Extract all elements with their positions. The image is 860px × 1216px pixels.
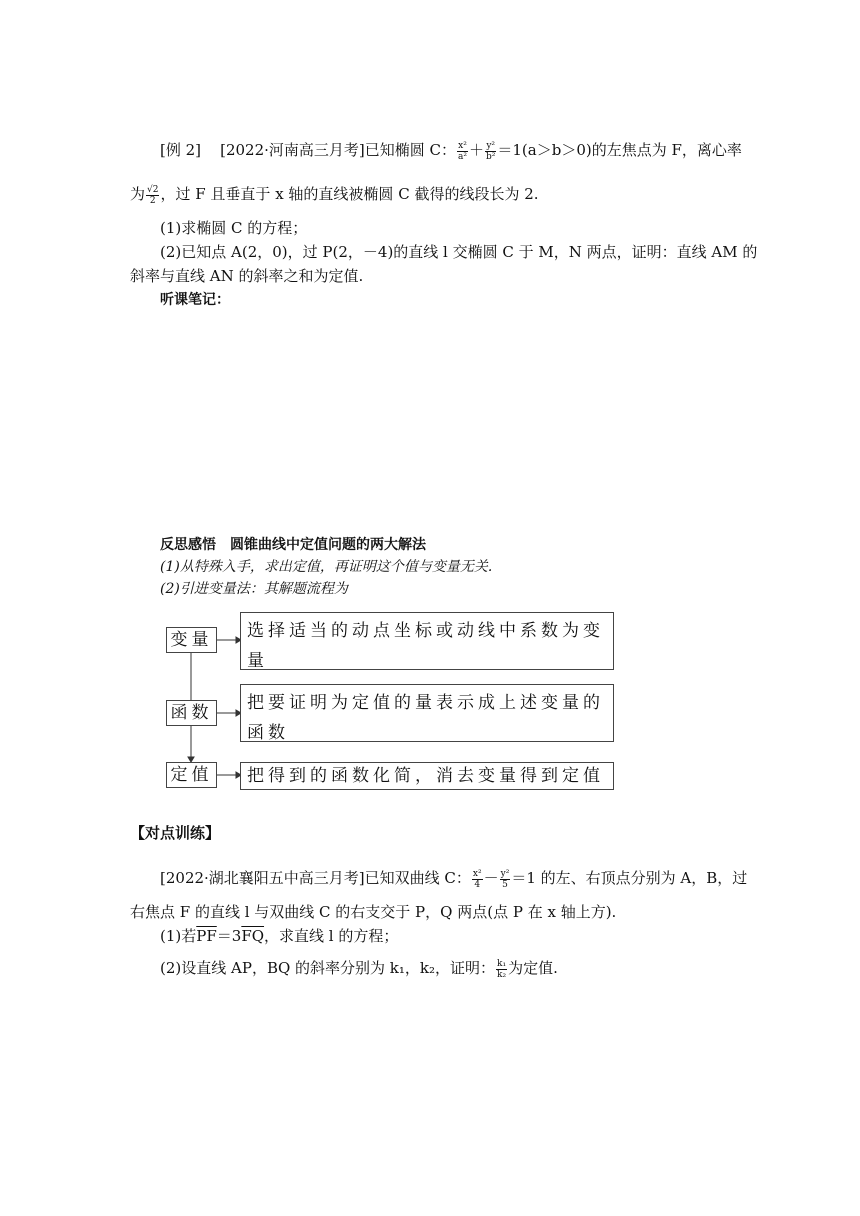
example-source: [2022·河南高三月考] bbox=[220, 141, 365, 159]
example-question-2-line-2: 斜率与直线 AN 的斜率之和为定值. bbox=[130, 267, 364, 285]
flowchart-step-function: 函数 bbox=[166, 700, 217, 726]
vector-fq: $\overline{FQ}$ bbox=[241, 927, 265, 945]
practice-line-2: 右焦点 F 的直线 l 与双曲线 C 的右支交于 P，Q 两点(点 P 在 x 轴上方). bbox=[130, 903, 617, 921]
flowchart-desc-function: 把要证明为定值的量表示成上述变量的函数 bbox=[240, 684, 614, 742]
example-line-1: [例 2] [2022·河南高三月考]已知椭圆 C： $\frac{\text{x²}}{\text{a²}}$ ＋ $\frac{\text{y²}}{\text{b²}}$ ＝1(a＞b＞0)的左焦点为 F，离心率 bbox=[160, 140, 742, 162]
fraction-y2-5: $\frac{\text{y²}}{5}$ bbox=[500, 868, 510, 890]
vector-pf: $\overline{PF}$ bbox=[196, 927, 217, 945]
flowchart-step-constant: 定值 bbox=[166, 762, 217, 788]
fraction-eccentricity: $\frac{√2}{2}$ bbox=[147, 184, 159, 206]
notes-label: 听课笔记： bbox=[160, 292, 230, 308]
example-tag: [例 2] bbox=[160, 141, 202, 159]
flowchart-desc-constant: 把得到的函数化简，消去变量得到定值 bbox=[240, 762, 614, 790]
fraction-y2-b2: $\frac{\text{y²}}{\text{b²}}$ bbox=[486, 140, 496, 162]
example-question-1: (1)求椭圆 C 的方程； bbox=[160, 219, 308, 237]
flowchart-desc-variable: 选择适当的动点坐标或动线中系数为变量 bbox=[240, 612, 614, 670]
example-question-2-line-1: (2)已知点 A(2，0)，过 P(2，－4)的直线 l 交椭圆 C 于 M，N 两点，证明：直线 AM 的 bbox=[160, 243, 758, 261]
fraction-x2-4: $\frac{\text{x²}}{4}$ bbox=[472, 868, 482, 890]
reflection-method-2: (2)引进变量法：其解题流程为 bbox=[160, 581, 348, 597]
reflection-method-1: (1)从特殊入手，求出定值，再证明这个值与变量无关. bbox=[160, 559, 493, 575]
practice-header: 【对点训练】 bbox=[130, 824, 221, 842]
reflection-title: 反思感悟 圆锥曲线中定值问题的两大解法 bbox=[160, 537, 426, 553]
fraction-x2-a2: $\frac{\text{x²}}{\text{a²}}$ bbox=[458, 140, 467, 162]
example-line-2: 为 $\frac{√2}{2}$ ，过 F 且垂直于 x 轴的直线被椭圆 C 截得的线段长为 2. bbox=[130, 184, 539, 206]
practice-source: [2022·湖北襄阳五中高三月考] bbox=[160, 869, 365, 887]
fraction-k1-k2: $\frac{\text{k₁}}{\text{k₂}}$ bbox=[497, 958, 507, 980]
practice-question-2: (2)设直线 AP，BQ 的斜率分别为 k₁，k₂，证明： $\frac{\text{k₁}}{\text{k₂}}$ 为定值. bbox=[160, 958, 558, 980]
practice-question-1: (1)若$\overline{PF}=3\overline{FQ}$，求直线 l 的方程； bbox=[160, 927, 399, 945]
flowchart-step-variable: 变量 bbox=[166, 627, 217, 653]
practice-line-1: [2022·湖北襄阳五中高三月考]已知双曲线 C： $\frac{\text{x²}}{4}$ － $\frac{\text{y²}}{5}$ ＝1 的左、右顶点分别为 A，B，过 bbox=[160, 868, 748, 890]
